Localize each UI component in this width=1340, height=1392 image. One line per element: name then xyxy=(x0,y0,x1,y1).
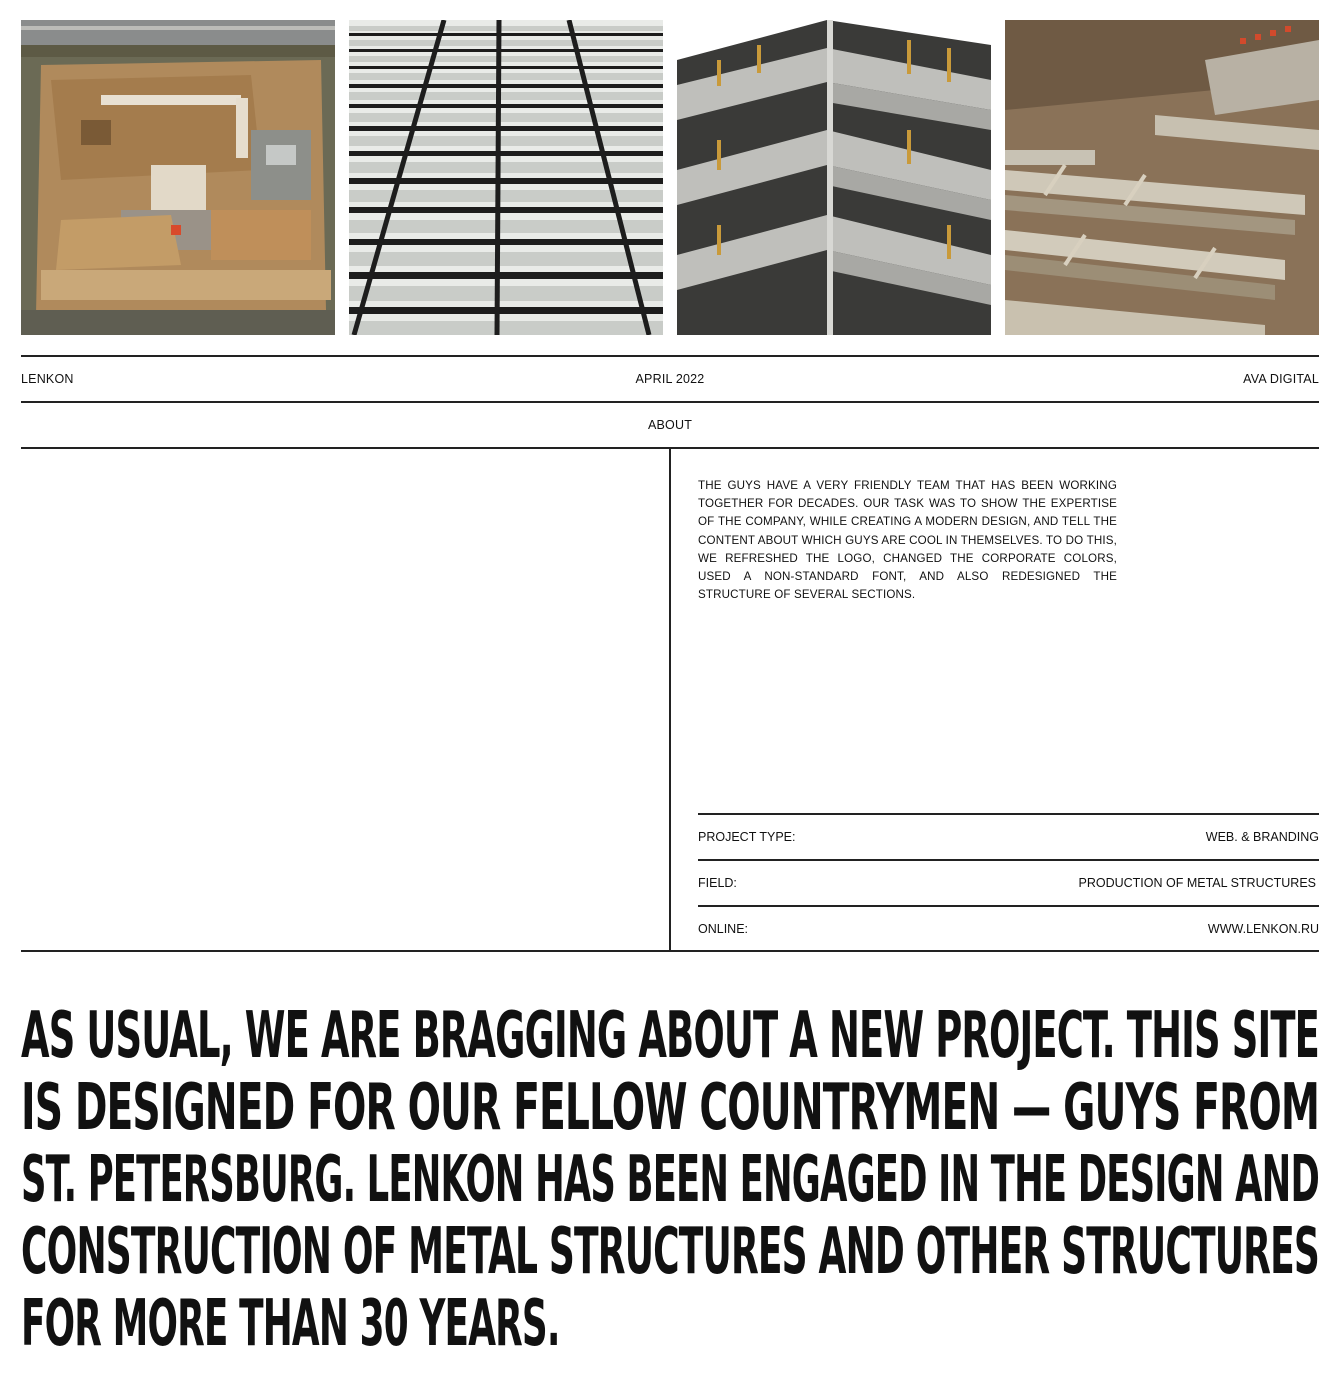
headline-line: FOR MORE THAN 30 YEARS. xyxy=(21,1287,560,1361)
info-row-field xyxy=(698,859,1319,905)
section-title: ABOUT xyxy=(647,418,693,432)
agency-name: AVA DIGITAL xyxy=(1243,372,1319,386)
about-description: THE GUYS HAVE A VERY FRIENDLY TEAM THAT HAS BEEN WORKING TOGETHER FOR DECADES. OUR TASK WAS TO SHOW THE EXPERTISE OF THE COMPANY, WHILE CREATING A MODERN DESIGN, AND TELL THE CONTENT ABOUT WHICH GUYS ARE COOL IN THEMSELVES. TO DO THIS, WE REFRESHED THE LOGO, CHANGED THE CORPORATE COLORS, USED A NON-STANDARD FONT, AND ALSO REDESIGNED THE STRUCTURE OF SEVERAL SECTIONS. xyxy=(698,479,1117,602)
headline-line: AS USUAL, WE ARE BRAGGING ABOUT A NEW PROJECT. THIS SITE xyxy=(21,999,1319,1073)
headline-line: ST. PETERSBURG. LENKON HAS BEEN ENGAGED IN THE DESIGN AND xyxy=(21,1143,1319,1217)
column-divider xyxy=(669,448,671,952)
headline-line: CONSTRUCTION OF METAL STRUCTURES AND OTHER STRUCTURES xyxy=(21,1215,1319,1289)
info-label: PROJECT TYPE: xyxy=(698,830,796,844)
client-name: LENKON xyxy=(21,372,74,386)
foundation-formwork-photo xyxy=(1005,20,1319,335)
info-value: WEB. & BRANDING xyxy=(1205,830,1319,844)
info-row-project-type xyxy=(698,813,1319,859)
info-row-online xyxy=(698,905,1319,951)
photo-gallery xyxy=(21,20,1319,335)
section-heading-row xyxy=(21,401,1319,449)
headline-statement xyxy=(21,1000,1319,1360)
website-link[interactable]: WWW.LENKON.RU xyxy=(1207,922,1319,936)
headline-line: IS DESIGNED FOR OUR FELLOW COUNTRYMEN — GUYS FROM xyxy=(21,1071,1319,1145)
info-label: ONLINE: xyxy=(698,922,749,936)
project-meta-row xyxy=(21,355,1319,401)
aerial-construction-site-photo xyxy=(21,20,335,335)
info-value: PRODUCTION OF METAL STRUCTURES xyxy=(1078,876,1316,890)
project-date: APRIL 2022 xyxy=(635,372,705,386)
section-divider xyxy=(21,950,1319,952)
concrete-building-frame-photo xyxy=(677,20,991,335)
info-label: FIELD: xyxy=(698,876,737,890)
glass-facade-photo xyxy=(349,20,663,335)
